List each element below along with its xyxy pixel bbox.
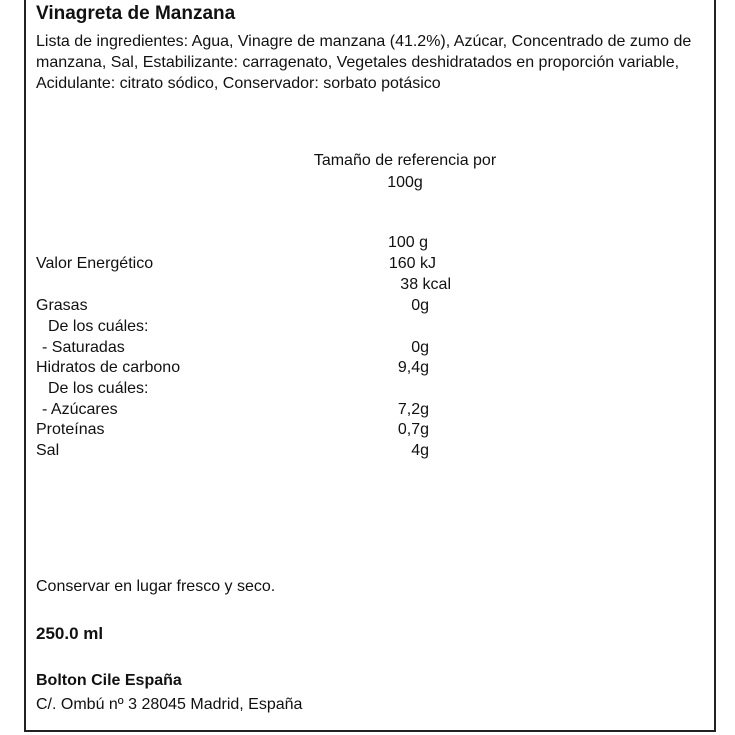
sugars-label: - Azúcares [42,401,118,418]
fat-label: Grasas [36,297,88,314]
company-name: Bolton Cile España [36,672,182,689]
fat-of-which-label: De los cuáles: [48,318,149,335]
energy-kj-value: 160 kJ [388,255,436,272]
reference-size-line2: 100g [387,174,423,191]
reference-size-line1: Tamaño de referencia por [313,152,497,169]
carbs-label: Hidratos de carbono [36,359,181,376]
carbs-of-which-label: De los cuáles: [48,380,149,397]
saturated-value: 0g [411,339,429,356]
protein-label: Proteínas [36,421,105,438]
carbs-value: 9,4g [397,359,429,376]
sugars-value: 7,2g [397,401,429,418]
fat-value: 0g [411,297,429,314]
energy-kcal-value: 38 kcal [400,276,451,293]
storage-instructions: Conservar en lugar fresco y seco. [36,578,276,595]
saturated-label: - Saturadas [42,339,125,356]
ingredients-list: Lista de ingredientes: Agua, Vinagre de manzana (41.2%), Azúcar, Concentrado de zumo de manzana, Sal, Estabilizante: carragenato, Vegetales deshidratados en proporción variable, Acidulante: citrato sódico, Conservador: sorbato potásico [36,33,692,92]
salt-value: 4g [411,442,429,459]
energy-label: Valor Energético [36,255,154,272]
company-address: C/. Ombú nº 3 28045 Madrid, España [36,696,303,713]
net-volume: 250.0 ml [36,624,104,643]
protein-value: 0,7g [397,421,429,438]
nutrition-column-header: 100 g [388,234,429,251]
product-title: Vinagreta de Manzana [36,3,236,24]
reference-size [260,150,550,194]
salt-label: Sal [36,442,60,459]
